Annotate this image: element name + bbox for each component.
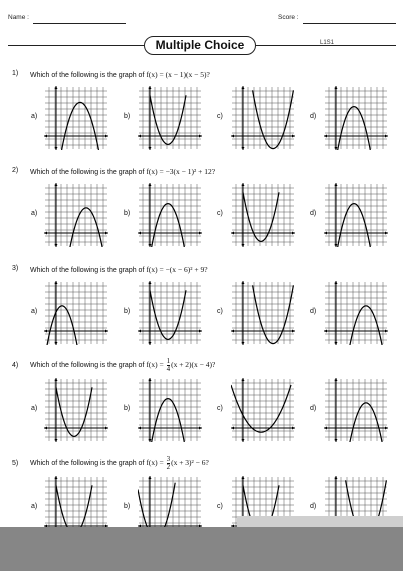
option-label-b[interactable]: b) bbox=[124, 405, 131, 412]
parabola-curve bbox=[253, 285, 294, 343]
title-rule-left bbox=[8, 45, 144, 46]
option-label-d[interactable]: d) bbox=[310, 210, 317, 217]
question-number: 4) bbox=[12, 362, 19, 369]
axes bbox=[44, 86, 108, 150]
worksheet-code: L1S1 bbox=[320, 40, 335, 46]
option-graph-a[interactable] bbox=[43, 85, 109, 151]
option-label-b[interactable]: b) bbox=[124, 308, 131, 315]
option-label-a[interactable]: a) bbox=[31, 113, 38, 120]
axes bbox=[138, 378, 202, 442]
scan-shadow bbox=[0, 527, 403, 571]
option-label-c[interactable]: c) bbox=[217, 308, 223, 315]
axes bbox=[231, 183, 295, 247]
axes bbox=[138, 86, 202, 150]
option-graph-b[interactable] bbox=[137, 280, 203, 346]
parabola-curve bbox=[58, 102, 101, 151]
question-formula: f(x) = (x − 1)(x − 5)? bbox=[146, 70, 210, 79]
option-graph-b[interactable] bbox=[137, 377, 203, 443]
axes bbox=[138, 183, 202, 247]
question-4 bbox=[0, 357, 403, 457]
grid-lines bbox=[325, 282, 387, 344]
axes bbox=[324, 183, 388, 247]
question-formula: f(x) = $\frac{1}{4}$ (x + 2)(x − 4)? bbox=[146, 357, 216, 373]
axes bbox=[231, 86, 295, 150]
option-label-a[interactable]: a) bbox=[31, 405, 38, 412]
option-label-a[interactable]: a) bbox=[31, 503, 38, 510]
grid-lines bbox=[232, 87, 294, 149]
option-label-c[interactable]: c) bbox=[217, 405, 223, 412]
option-label-b[interactable]: b) bbox=[124, 210, 131, 217]
option-label-b[interactable]: b) bbox=[124, 113, 131, 120]
parabola-curve bbox=[56, 387, 92, 436]
option-label-d[interactable]: d) bbox=[310, 503, 317, 510]
grid-lines bbox=[232, 184, 294, 246]
axes bbox=[44, 183, 108, 247]
parabola-curve bbox=[253, 90, 294, 148]
option-graph-c[interactable] bbox=[230, 280, 296, 346]
option-graph-a[interactable] bbox=[43, 377, 109, 443]
parabola-curve bbox=[335, 204, 373, 248]
question-text bbox=[30, 167, 215, 176]
parabola-curve bbox=[335, 107, 373, 151]
grid-lines bbox=[45, 87, 107, 149]
score-label: Score : bbox=[278, 14, 299, 21]
question-text bbox=[30, 70, 210, 79]
question-prompt: Which of the following is the graph of bbox=[30, 362, 147, 370]
axes bbox=[138, 281, 202, 345]
option-graph-b[interactable] bbox=[137, 85, 203, 151]
question-text bbox=[30, 456, 209, 471]
option-label-c[interactable]: c) bbox=[217, 210, 223, 217]
grid-lines bbox=[232, 282, 294, 344]
axes bbox=[324, 86, 388, 150]
option-label-a[interactable]: a) bbox=[31, 308, 38, 315]
question-1 bbox=[0, 70, 403, 165]
option-graph-a[interactable] bbox=[43, 182, 109, 248]
grid-lines bbox=[139, 184, 201, 246]
grid-lines bbox=[139, 379, 201, 441]
question-number: 1) bbox=[12, 70, 19, 77]
question-text bbox=[30, 265, 208, 274]
score-field[interactable] bbox=[303, 23, 396, 24]
option-graph-d[interactable] bbox=[323, 85, 389, 151]
parabola-curve bbox=[150, 290, 186, 339]
question-prompt: Which of the following is the graph of bbox=[30, 72, 147, 79]
worksheet-title: Multiple Choice bbox=[144, 36, 256, 55]
question-number: 3) bbox=[12, 265, 19, 272]
parabola-curve bbox=[150, 95, 186, 144]
option-graph-d[interactable] bbox=[323, 182, 389, 248]
option-graph-d[interactable] bbox=[323, 280, 389, 346]
name-label: Name : bbox=[8, 14, 29, 21]
axes bbox=[231, 281, 295, 345]
grid-lines bbox=[325, 379, 387, 441]
question-formula: f(x) = −3(x − 1)² + 12? bbox=[146, 167, 216, 176]
grid-lines bbox=[325, 184, 387, 246]
question-2 bbox=[0, 167, 403, 262]
question-number: 5) bbox=[12, 460, 19, 467]
option-graph-c[interactable] bbox=[230, 377, 296, 443]
option-graph-d[interactable] bbox=[323, 377, 389, 443]
option-graph-c[interactable] bbox=[230, 85, 296, 151]
question-3 bbox=[0, 265, 403, 360]
option-graph-b[interactable] bbox=[137, 182, 203, 248]
grid-lines bbox=[45, 282, 107, 344]
grid-lines bbox=[325, 87, 387, 149]
parabola-curve bbox=[243, 192, 279, 241]
name-field[interactable] bbox=[33, 23, 126, 24]
option-graph-a[interactable] bbox=[43, 280, 109, 346]
fraction-coefficient: $\frac{1}{4}$ bbox=[166, 357, 171, 373]
question-formula: f(x) = $\frac{3}{2}$ (x + 3)² − 6? bbox=[146, 455, 209, 471]
option-label-d[interactable]: d) bbox=[310, 405, 317, 412]
grid-lines bbox=[139, 87, 201, 149]
grid-lines bbox=[45, 379, 107, 441]
option-label-d[interactable]: d) bbox=[310, 308, 317, 315]
fraction-coefficient: $\frac{3}{2}$ bbox=[166, 455, 171, 471]
option-label-c[interactable]: c) bbox=[217, 113, 223, 120]
question-prompt: Which of the following is the graph of bbox=[30, 267, 147, 274]
option-label-a[interactable]: a) bbox=[31, 210, 38, 217]
axes bbox=[324, 378, 388, 442]
axes bbox=[44, 281, 108, 345]
axes bbox=[44, 378, 108, 442]
option-label-c[interactable]: c) bbox=[217, 503, 223, 510]
grid-lines bbox=[139, 282, 201, 344]
question-prompt: Which of the following is the graph of bbox=[30, 169, 147, 176]
question-number: 2) bbox=[12, 167, 19, 174]
grid-lines bbox=[45, 184, 107, 246]
option-label-d[interactable]: d) bbox=[310, 113, 317, 120]
question-text bbox=[30, 358, 215, 373]
parabola-curve bbox=[149, 399, 187, 443]
option-label-b[interactable]: b) bbox=[124, 503, 131, 510]
option-graph-c[interactable] bbox=[230, 182, 296, 248]
question-formula: f(x) = −(x − 6)² + 9? bbox=[146, 265, 208, 274]
parabola-curve bbox=[149, 204, 187, 248]
question-prompt: Which of the following is the graph of bbox=[30, 460, 147, 468]
axes bbox=[324, 281, 388, 345]
